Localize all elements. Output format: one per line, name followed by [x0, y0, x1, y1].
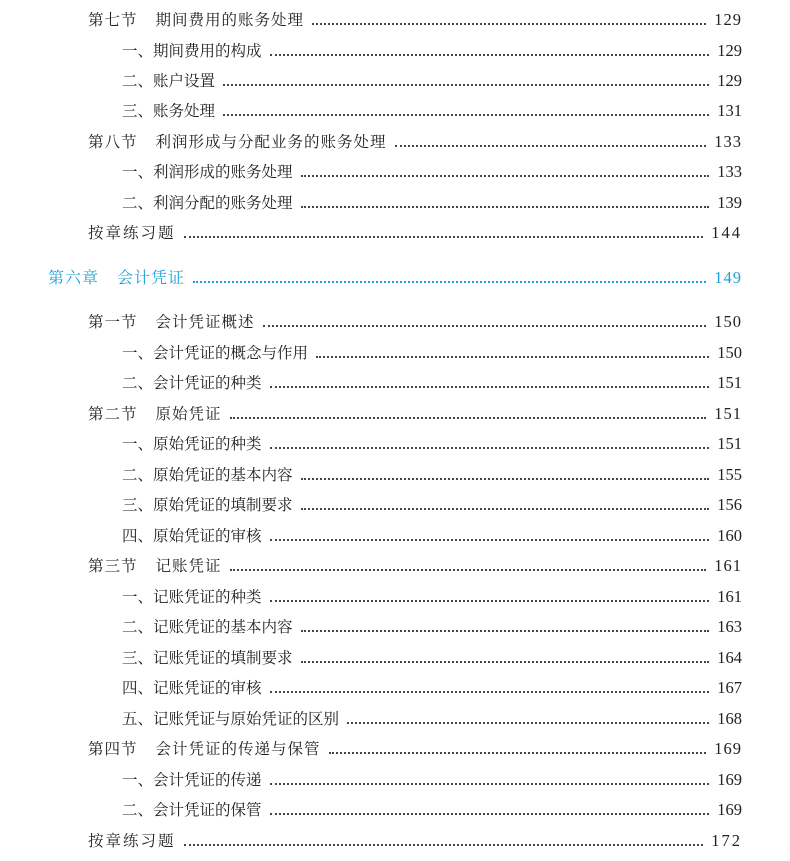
toc-entry-number: 第一节 [88, 313, 138, 331]
toc-item-entry [0, 95, 742, 121]
toc-page-number: 169 [714, 739, 742, 758]
toc-leader-dots [395, 145, 707, 147]
toc-entry-title: 二、利润分配的账务处理 [122, 194, 293, 212]
toc-exercise-entry [0, 217, 742, 243]
toc-entry-title: 五、记账凭证与原始凭证的区别 [122, 710, 340, 728]
toc-entry-label: 记账凭证 [155, 557, 222, 575]
toc-entry-title: 四、原始凭证的审核 [122, 527, 262, 545]
toc-entry-number: 第八节 [88, 133, 138, 151]
toc-entry-title: 一、记账凭证的种类 [122, 588, 262, 606]
toc-item-entry [0, 764, 742, 790]
toc-chapter-entry [0, 262, 742, 288]
toc-page-number: 169 [717, 770, 742, 789]
toc-page-number: 161 [717, 587, 742, 606]
toc-entry-label: 会计凭证概述 [155, 313, 255, 331]
toc-item-entry [0, 520, 742, 546]
toc-entry-number: 第六章 [48, 268, 100, 287]
toc-leader-dots [223, 114, 709, 116]
toc-leader-dots [270, 691, 710, 693]
toc-leader-dots [184, 236, 704, 238]
toc-entry-title [88, 556, 222, 576]
toc-entry-title: 三、账务处理 [122, 102, 216, 120]
toc-leader-dots [301, 175, 710, 177]
toc-entry-title: 二、会计凭证的保管 [122, 801, 262, 819]
toc-entry-title [88, 10, 304, 30]
toc-page-number: 172 [711, 831, 742, 850]
toc-entry-number: 第二节 [88, 405, 138, 423]
toc-entry-title: 二、会计凭证的种类 [122, 374, 262, 392]
toc-leader-dots [316, 356, 709, 358]
toc-entry-title [88, 312, 255, 332]
toc-item-entry [0, 156, 742, 182]
toc-leader-dots [301, 478, 710, 480]
toc-page-number: 131 [717, 101, 742, 120]
toc-leader-dots [230, 417, 707, 419]
toc-entry-title: 二、记账凭证的基本内容 [122, 618, 293, 636]
toc-page-number: 168 [717, 709, 742, 728]
toc-leader-dots [270, 386, 710, 388]
toc-page-number: 149 [714, 268, 742, 287]
toc-item-entry [0, 65, 742, 91]
toc-entry-number: 第三节 [88, 557, 138, 575]
toc-exercise-entry [0, 825, 742, 851]
toc-entry-title: 一、利润形成的账务处理 [122, 163, 293, 181]
toc-entry-number: 第四节 [88, 740, 138, 758]
toc-page-number: 139 [717, 193, 742, 212]
toc-leader-dots [301, 508, 710, 510]
toc-item-entry [0, 642, 742, 668]
toc-entry-title: 四、记账凭证的审核 [122, 679, 262, 697]
toc-leader-dots [193, 281, 706, 283]
toc-entry-title [88, 404, 222, 424]
toc-page-number: 164 [717, 648, 742, 667]
toc-page-number: 150 [717, 343, 742, 362]
toc-section-entry [0, 550, 742, 576]
toc-item-entry [0, 611, 742, 637]
toc-leader-dots [347, 722, 709, 724]
toc-section-entry [0, 126, 742, 152]
toc-page-number: 151 [717, 373, 742, 392]
toc-page-number: 129 [717, 41, 742, 60]
toc-page-number: 144 [711, 223, 742, 242]
toc-page-number: 155 [717, 465, 742, 484]
toc-item-entry [0, 459, 742, 485]
toc-leader-dots [230, 569, 707, 571]
toc-entry-label: 原始凭证 [155, 405, 222, 423]
toc-item-entry [0, 337, 742, 363]
toc-leader-dots [301, 206, 710, 208]
toc-leader-dots [270, 600, 710, 602]
toc-page-number: 150 [714, 312, 742, 331]
toc-page-number: 133 [714, 132, 742, 151]
toc-leader-dots [223, 84, 709, 86]
toc-leader-dots [270, 813, 710, 815]
toc-item-entry [0, 35, 742, 61]
toc-leader-dots [329, 752, 707, 754]
toc-page-number: 169 [717, 800, 742, 819]
toc-entry-number: 第七节 [88, 11, 138, 29]
toc-leader-dots [270, 447, 710, 449]
toc-entry-label: 会计凭证的传递与保管 [155, 740, 321, 758]
toc-item-entry [0, 428, 742, 454]
toc-leader-dots [270, 783, 710, 785]
toc-entry-title: 三、记账凭证的填制要求 [122, 649, 293, 667]
toc-entry-title: 一、会计凭证的传递 [122, 771, 262, 789]
toc-entry-title: 二、原始凭证的基本内容 [122, 466, 293, 484]
toc-entry-label: 会计凭证 [117, 268, 186, 287]
toc-entry-title: 一、期间费用的构成 [122, 42, 262, 60]
toc-item-entry [0, 489, 742, 515]
toc-leader-dots [184, 844, 704, 846]
toc-leader-dots [270, 54, 710, 56]
toc-item-entry [0, 367, 742, 393]
toc-entry-title: 一、原始凭证的种类 [122, 435, 262, 453]
toc-leader-dots [312, 23, 706, 25]
toc-item-entry [0, 703, 742, 729]
toc-page-number: 156 [717, 495, 742, 514]
toc-entry-title [88, 132, 387, 152]
toc-page-number: 167 [717, 678, 742, 697]
toc-page-number: 151 [717, 434, 742, 453]
toc-section-entry [0, 306, 742, 332]
toc-page-number: 129 [714, 10, 742, 29]
toc-section-entry [0, 733, 742, 759]
toc-page-number: 151 [714, 404, 742, 423]
toc-entry-title: 一、会计凭证的概念与作用 [122, 344, 309, 362]
toc-item-entry [0, 187, 742, 213]
toc-entry-label: 期间费用的账务处理 [155, 11, 305, 29]
toc-item-entry [0, 581, 742, 607]
toc-entry-title [88, 739, 321, 759]
toc-leader-dots [301, 661, 710, 663]
toc-entry-title [48, 268, 185, 288]
toc-page-number: 160 [717, 526, 742, 545]
toc-entry-title: 三、原始凭证的填制要求 [122, 496, 293, 514]
toc-leader-dots [301, 630, 710, 632]
toc-section-entry [0, 4, 742, 30]
toc-entry-label: 利润形成与分配业务的账务处理 [155, 133, 387, 151]
toc-item-entry [0, 794, 742, 820]
toc-leader-dots [263, 325, 707, 327]
toc-section-entry [0, 398, 742, 424]
toc-item-entry [0, 672, 742, 698]
toc-entry-title: 二、账户设置 [122, 72, 216, 90]
toc-entry-title: 按章练习题 [88, 224, 176, 242]
toc-page-number: 129 [717, 71, 742, 90]
toc-page-number: 161 [714, 556, 742, 575]
toc-leader-dots [270, 539, 710, 541]
toc-entry-title: 按章练习题 [88, 832, 176, 850]
toc-page-number: 163 [717, 617, 742, 636]
toc-page-number: 133 [717, 162, 742, 181]
